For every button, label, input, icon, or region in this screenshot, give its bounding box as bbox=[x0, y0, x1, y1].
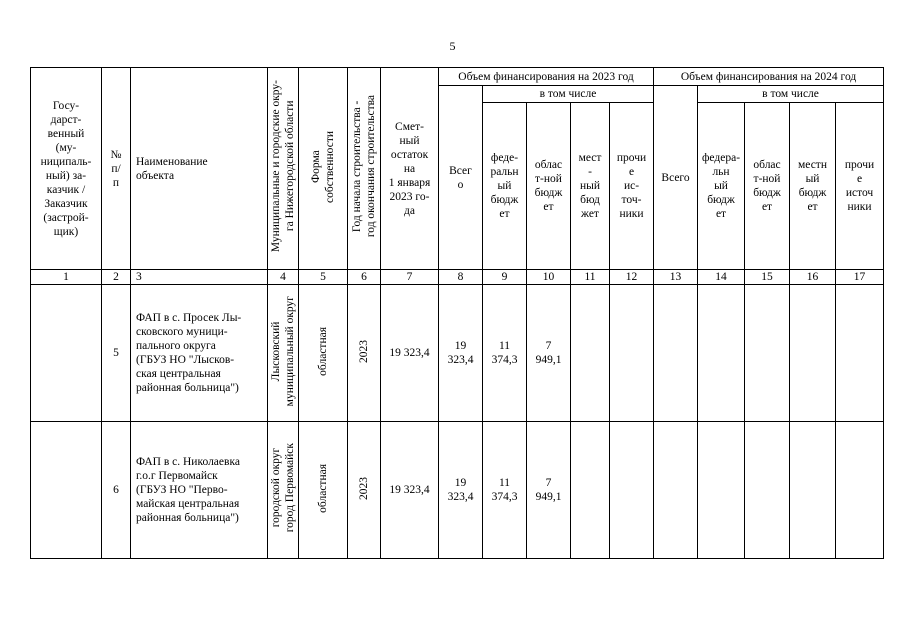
col-number-16: 16 bbox=[790, 270, 836, 285]
row-regional-text: 7 949,1 bbox=[535, 477, 562, 503]
header-total-2024 bbox=[654, 86, 698, 270]
header-federal-2024 bbox=[698, 103, 745, 270]
financing-table bbox=[30, 67, 884, 559]
col-number-8: 8 bbox=[439, 270, 483, 285]
header-incl-2024: в том числе bbox=[698, 86, 884, 103]
header-regional-2024-text: облас т-ной бюдж ет bbox=[753, 159, 781, 213]
header-local-2024-text: местн ый бюдж ет bbox=[798, 159, 827, 213]
row-num-cell: 5 bbox=[102, 285, 131, 422]
row-municipality-cell bbox=[268, 285, 299, 422]
header-name-text: Наименование объекта bbox=[136, 155, 208, 182]
row-empty-cell bbox=[698, 422, 745, 559]
row-regional-cell bbox=[527, 422, 571, 559]
col-number-5: 5 bbox=[299, 270, 348, 285]
row-estimate-cell: 19 323,4 bbox=[381, 422, 439, 559]
col-number-10: 10 bbox=[527, 270, 571, 285]
header-num bbox=[102, 68, 131, 270]
col-number-1: 1 bbox=[31, 270, 102, 285]
header-regional-2024 bbox=[745, 103, 790, 270]
header-local-2023 bbox=[571, 103, 610, 270]
header-customer bbox=[31, 68, 102, 270]
header-other-2023 bbox=[610, 103, 654, 270]
header-other-2024 bbox=[836, 103, 884, 270]
header-num-text: № п/ п bbox=[110, 148, 122, 189]
row-year-cell bbox=[348, 285, 381, 422]
row-year-text: 2023 bbox=[358, 339, 370, 363]
row-federal-text: 11 374,3 bbox=[491, 340, 518, 366]
row-total-cell bbox=[439, 285, 483, 422]
row-year-text: 2023 bbox=[358, 476, 370, 500]
col-number-17: 17 bbox=[836, 270, 884, 285]
row-total-cell bbox=[439, 422, 483, 559]
row-municipality-text: городской округ город Первомайск bbox=[270, 443, 296, 533]
col-number-13: 13 bbox=[654, 270, 698, 285]
row-ownership-cell bbox=[299, 422, 348, 559]
header-federal-2024-text: федера- льн ый бюдж ет bbox=[701, 152, 741, 220]
header-years-text: Год начала строительства - год окончания строительства bbox=[351, 95, 377, 238]
header-municipality bbox=[268, 68, 299, 270]
row-estimate-cell: 19 323,4 bbox=[381, 285, 439, 422]
row-municipality-cell bbox=[268, 422, 299, 559]
header-fin-2024: Объем финансирования на 2024 год bbox=[654, 68, 884, 86]
header-total-2023 bbox=[439, 86, 483, 270]
col-number-7: 7 bbox=[381, 270, 439, 285]
header-ownership bbox=[299, 68, 348, 270]
header-total-2024-text: Всего bbox=[661, 171, 690, 184]
header-other-2023-text: прочи е ис- точ- ники bbox=[616, 152, 647, 220]
header-years bbox=[348, 68, 381, 270]
header-fin-2023: Объем финансирования на 2023 год bbox=[439, 68, 654, 86]
row-federal-text: 11 374,3 bbox=[491, 477, 518, 503]
row-customer-cell bbox=[31, 285, 102, 422]
row-empty-cell bbox=[745, 422, 790, 559]
row-empty-cell bbox=[654, 422, 698, 559]
row-empty-cell bbox=[571, 285, 610, 422]
row-empty-cell bbox=[836, 285, 884, 422]
col-number-2: 2 bbox=[102, 270, 131, 285]
row-empty-cell bbox=[790, 285, 836, 422]
header-local-2023-text: мест - ный бюд жет bbox=[578, 152, 602, 220]
row-empty-cell bbox=[745, 285, 790, 422]
row-customer-cell bbox=[31, 422, 102, 559]
row-year-cell bbox=[348, 422, 381, 559]
row-federal-cell bbox=[483, 285, 527, 422]
header-federal-2023-text: феде- ральн ый бюдж ет bbox=[490, 152, 519, 220]
row-federal-cell bbox=[483, 422, 527, 559]
row-empty-cell bbox=[790, 422, 836, 559]
row-empty-cell bbox=[836, 422, 884, 559]
row-empty-cell bbox=[654, 285, 698, 422]
header-total-2023-text: Всег о bbox=[449, 164, 472, 191]
header-other-2024-text: прочи е источ ники bbox=[844, 159, 875, 213]
row-ownership-text: областная bbox=[317, 463, 329, 513]
col-number-12: 12 bbox=[610, 270, 654, 285]
col-number-15: 15 bbox=[745, 270, 790, 285]
row-regional-cell bbox=[527, 285, 571, 422]
header-customer-text: Госу- дарст- венный (му- ниципаль- ный) за- казчик / Заказчик (застрой- щик) bbox=[40, 99, 92, 238]
page-number: 5 bbox=[449, 39, 456, 53]
row-name-cell bbox=[131, 285, 268, 422]
header-federal-2023 bbox=[483, 103, 527, 270]
row-empty-cell bbox=[610, 285, 654, 422]
row-empty-cell bbox=[610, 422, 654, 559]
table-row bbox=[31, 285, 884, 422]
row-name-text: ФАП в с. Просек Лы- сковского муници- пального округа (ГБУЗ НО "Лысков- ская центральная районная больница") bbox=[136, 312, 242, 394]
header-estimate bbox=[381, 68, 439, 270]
header-local-2024 bbox=[790, 103, 836, 270]
header-ownership-text: Форма собственности bbox=[310, 130, 336, 203]
row-ownership-cell bbox=[299, 285, 348, 422]
row-name-cell bbox=[131, 422, 268, 559]
header-name bbox=[131, 68, 268, 270]
row-total-text: 19 323,4 bbox=[447, 340, 474, 366]
header-incl-2023: в том числе bbox=[483, 86, 654, 103]
table-row bbox=[31, 422, 884, 559]
col-number-6: 6 bbox=[348, 270, 381, 285]
row-total-text: 19 323,4 bbox=[447, 477, 474, 503]
header-municipality-text: Муниципальные и городские окру- га Нижегородской области bbox=[270, 80, 296, 253]
header-regional-2023-text: облас т-ной бюдж ет bbox=[534, 159, 563, 213]
col-number-14: 14 bbox=[698, 270, 745, 285]
row-empty-cell bbox=[698, 285, 745, 422]
header-estimate-text: Смет- ный остаток на 1 января 2023 го- да bbox=[388, 120, 431, 217]
col-number-9: 9 bbox=[483, 270, 527, 285]
row-regional-text: 7 949,1 bbox=[535, 340, 562, 366]
col-number-3: 3 bbox=[131, 270, 268, 285]
header-regional-2023 bbox=[527, 103, 571, 270]
col-number-11: 11 bbox=[571, 270, 610, 285]
row-empty-cell bbox=[571, 422, 610, 559]
row-ownership-text: областная bbox=[317, 326, 329, 376]
row-num-cell: 6 bbox=[102, 422, 131, 559]
row-municipality-text: Лысковский муниципальный округ bbox=[270, 295, 296, 407]
col-number-4: 4 bbox=[268, 270, 299, 285]
row-name-text: ФАП в с. Николаевка г.о.г Первомайск (ГБУЗ НО "Перво- майская центральная районная больница") bbox=[136, 456, 240, 524]
